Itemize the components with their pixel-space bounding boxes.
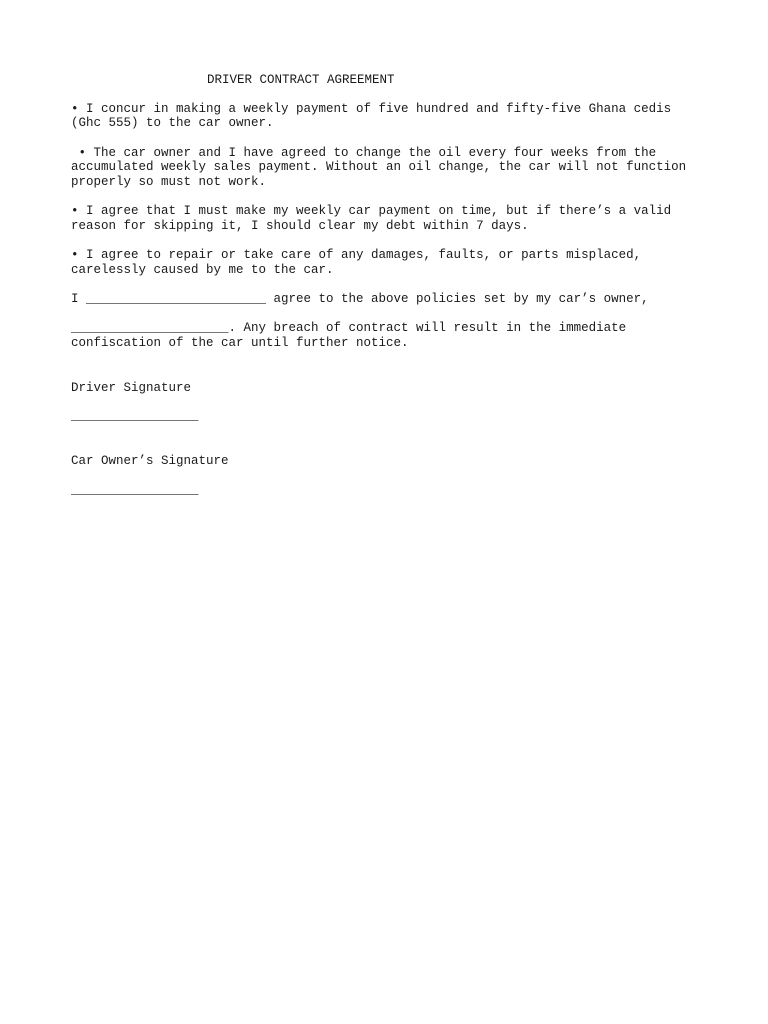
- clause-weekly-payment: • I concur in making a weekly payment of five hundred and fifty-five Ghana cedis (Ghc 555) to the car owner.: [71, 101, 672, 131]
- clause-payment-on-time: • I agree that I must make my weekly car payment on time, but if there’s a valid reason for skipping it, I should clear my debt within 7 days.: [71, 204, 672, 233]
- driver-signature-line: _________________: [71, 409, 199, 424]
- document-page: [71, 73, 711, 497]
- owner-signature-label: Car Owner’s Signature: [71, 454, 229, 469]
- breach-of-contract-statement: _____________________. Any breach of contract will result in the immediate confiscation of the car until further notice.: [71, 321, 627, 350]
- document-title: DRIVER CONTRACT AGREEMENT: [207, 73, 395, 87]
- clause-oil-change: • The car owner and I have agreed to change the oil every four weeks from the accumulated weekly sales payment. Without an oil change, the car will not function properly so must not work.: [71, 145, 687, 190]
- clause-repair-damages: • I agree to repair or take care of any damages, faults, or parts misplaced, carelessly caused by me to the car.: [71, 248, 642, 277]
- driver-name-statement: I ________________________ agree to the above policies set by my car’s owner,: [71, 292, 649, 307]
- driver-signature-label: Driver Signature: [71, 380, 192, 395]
- owner-signature-line: _________________: [71, 482, 199, 497]
- driver-signature-block: [71, 381, 711, 424]
- owner-signature-block: [71, 454, 711, 497]
